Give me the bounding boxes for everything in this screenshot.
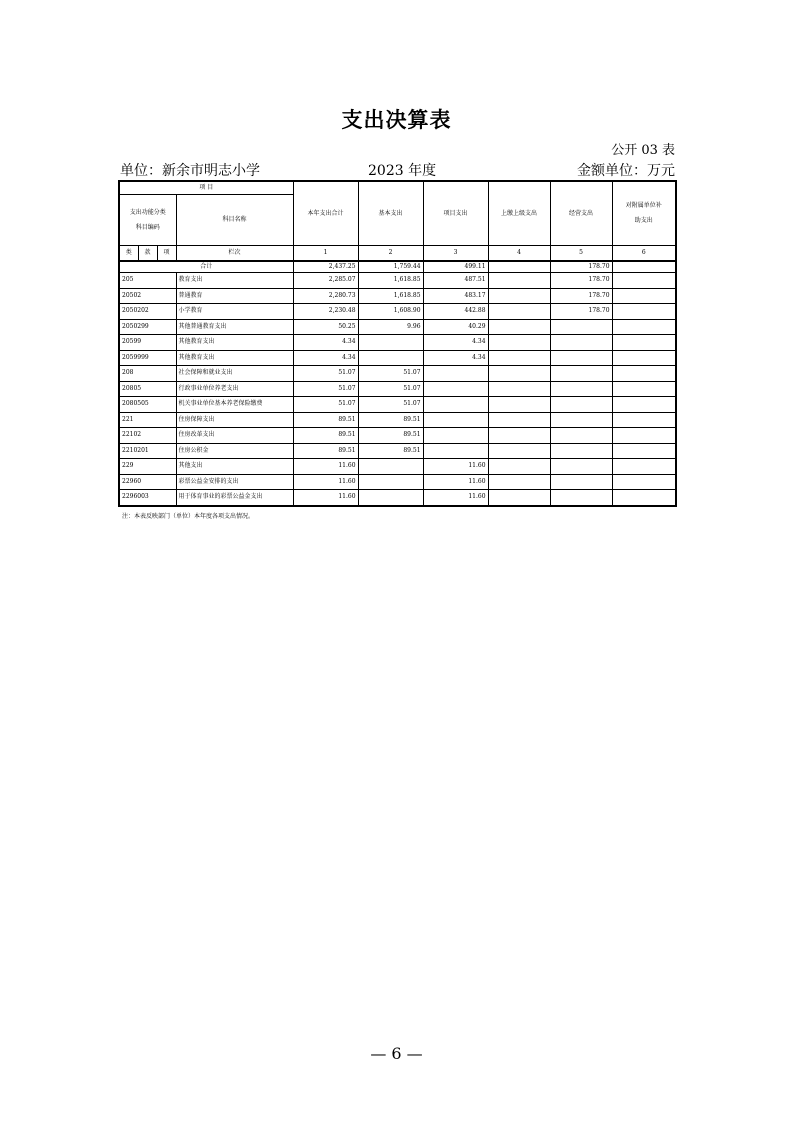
- row-subsidy: [612, 350, 676, 366]
- row-total: 89.51: [293, 428, 358, 444]
- row-basic: 89.51: [358, 443, 423, 459]
- table-row: [119, 474, 676, 490]
- col-num-2: 2: [358, 246, 423, 262]
- row-operation: [550, 490, 612, 506]
- row-subsidy: [612, 397, 676, 413]
- row-upper: [488, 335, 550, 351]
- row-total: 89.51: [293, 443, 358, 459]
- row-code: 2080505: [119, 397, 176, 413]
- table-row: [119, 459, 676, 475]
- row-name: 住房公积金: [176, 443, 293, 459]
- row-basic: [358, 459, 423, 475]
- row-total: 51.07: [293, 366, 358, 382]
- row-upper: [488, 350, 550, 366]
- col-num-6: 6: [612, 246, 676, 262]
- row-upper: [488, 412, 550, 428]
- row-code: 2059999: [119, 350, 176, 366]
- header-upper: 上缴上级支出: [488, 181, 550, 246]
- header-func-code: [119, 195, 176, 246]
- row-total: 11.60: [293, 459, 358, 475]
- row-name: 社会保障和就业支出: [176, 366, 293, 382]
- table-row: [119, 381, 676, 397]
- row-upper: [488, 397, 550, 413]
- row-name: 机关事业单位基本养老保险缴费: [176, 397, 293, 413]
- row-project: 487.51: [423, 273, 488, 289]
- row-subsidy: [612, 474, 676, 490]
- row-name: 其他教育支出: [176, 335, 293, 351]
- header-total: 本年支出合计: [293, 181, 358, 246]
- row-project: [423, 366, 488, 382]
- row-subsidy: [612, 288, 676, 304]
- row-name: 其他普通教育支出: [176, 319, 293, 335]
- row-basic: [358, 335, 423, 351]
- row-code: 20805: [119, 381, 176, 397]
- row-code: 208: [119, 366, 176, 382]
- row-subsidy: [612, 459, 676, 475]
- row-subsidy: [612, 366, 676, 382]
- row-basic: 51.07: [358, 397, 423, 413]
- row-upper: [488, 288, 550, 304]
- col-num-5: 5: [550, 246, 612, 262]
- row-project: 40.29: [423, 319, 488, 335]
- row-project: 442.88: [423, 304, 488, 320]
- row-subsidy: [612, 319, 676, 335]
- row-code: 205: [119, 273, 176, 289]
- table-row: [119, 412, 676, 428]
- row-upper: [488, 381, 550, 397]
- row-basic: 9.96: [358, 319, 423, 335]
- row-operation: [550, 350, 612, 366]
- header-basic: 基本支出: [358, 181, 423, 246]
- header-xiang: 项: [157, 246, 176, 262]
- row-project: [423, 428, 488, 444]
- table-row: [119, 490, 676, 506]
- row-upper: [488, 443, 550, 459]
- col-num-1: 1: [293, 246, 358, 262]
- header-operation: 经营支出: [550, 181, 612, 246]
- table-row: [119, 443, 676, 459]
- row-basic: 1,618.85: [358, 273, 423, 289]
- row-upper: [488, 366, 550, 382]
- row-subsidy: [612, 335, 676, 351]
- col-num-4: 4: [488, 246, 550, 262]
- row-name: 教育支出: [176, 273, 293, 289]
- header-subsidy-line1: 对附属单位补: [625, 202, 662, 209]
- unit-label: 单位：新余市明志小学: [120, 163, 260, 179]
- row-upper: [488, 428, 550, 444]
- header-kuan: 款: [138, 246, 157, 262]
- row-name: 小学教育: [176, 304, 293, 320]
- row-basic: 89.51: [358, 428, 423, 444]
- row-basic: 51.07: [358, 381, 423, 397]
- row-code: 20502: [119, 288, 176, 304]
- row-basic: 1,608.90: [358, 304, 423, 320]
- row-project: [423, 397, 488, 413]
- row-total: 2,230.48: [293, 304, 358, 320]
- row-project: [423, 381, 488, 397]
- money-unit-label: 金额单位：万元: [577, 163, 675, 179]
- table-row: [119, 428, 676, 444]
- row-operation: [550, 397, 612, 413]
- row-total: 51.07: [293, 397, 358, 413]
- row-subsidy: [612, 490, 676, 506]
- header-lei: 类: [119, 246, 138, 262]
- row-name: 普通教育: [176, 288, 293, 304]
- row-upper: [488, 304, 550, 320]
- row-basic: [358, 350, 423, 366]
- row-upper: [488, 273, 550, 289]
- row-upper: [488, 459, 550, 475]
- row-code: 22960: [119, 474, 176, 490]
- row-code: 20599: [119, 335, 176, 351]
- row-project: [423, 412, 488, 428]
- row-total: 4.34: [293, 335, 358, 351]
- header-subsidy-line2: 助支出: [634, 217, 653, 224]
- summary-upper: [488, 261, 550, 273]
- summary-project: 499.11: [423, 261, 488, 273]
- row-total: 11.60: [293, 490, 358, 506]
- table-row: [119, 335, 676, 351]
- row-operation: 178.70: [550, 273, 612, 289]
- row-project: 4.34: [423, 350, 488, 366]
- row-total: 51.07: [293, 381, 358, 397]
- row-total: 89.51: [293, 412, 358, 428]
- header-column-index: 栏次: [176, 246, 293, 262]
- summary-total: 2,437.25: [293, 261, 358, 273]
- header-subject-name: 科目名称: [176, 195, 293, 246]
- page-title: 支出决算表: [341, 108, 452, 132]
- row-operation: [550, 381, 612, 397]
- row-subsidy: [612, 273, 676, 289]
- header-subsidy: [612, 181, 676, 246]
- table-row: [119, 319, 676, 335]
- row-name: 行政事业单位养老支出: [176, 381, 293, 397]
- year-label: 2023 年度: [368, 163, 437, 179]
- summary-row: [119, 261, 676, 273]
- expenditure-table-body: [118, 260, 677, 507]
- header-project-exp: 项目支出: [423, 181, 488, 246]
- expenditure-table: [118, 180, 677, 262]
- table-row: [119, 397, 676, 413]
- table-row: [119, 304, 676, 320]
- row-code: 2296003: [119, 490, 176, 506]
- summary-operation: 178.70: [550, 261, 612, 273]
- table-row: [119, 273, 676, 289]
- row-upper: [488, 319, 550, 335]
- row-total: 11.60: [293, 474, 358, 490]
- row-name: 住房保障支出: [176, 412, 293, 428]
- row-code: 2210201: [119, 443, 176, 459]
- row-subsidy: [612, 428, 676, 444]
- row-code: 221: [119, 412, 176, 428]
- row-project: 4.34: [423, 335, 488, 351]
- row-project: 483.17: [423, 288, 488, 304]
- row-subsidy: [612, 304, 676, 320]
- row-code: 2050202: [119, 304, 176, 320]
- row-code: 229: [119, 459, 176, 475]
- summary-label: 合计: [119, 261, 293, 273]
- row-basic: 89.51: [358, 412, 423, 428]
- row-basic: [358, 474, 423, 490]
- row-total: 2,285.07: [293, 273, 358, 289]
- summary-basic: 1,759.44: [358, 261, 423, 273]
- row-name: 其他教育支出: [176, 350, 293, 366]
- row-upper: [488, 474, 550, 490]
- row-subsidy: [612, 381, 676, 397]
- row-name: 用于体育事业的彩票公益金支出: [176, 490, 293, 506]
- row-basic: 51.07: [358, 366, 423, 382]
- table-row: [119, 366, 676, 382]
- row-basic: [358, 490, 423, 506]
- header-func-code-line2: 科目编码: [135, 223, 160, 231]
- row-subsidy: [612, 443, 676, 459]
- form-code: 公开 03 表: [611, 143, 675, 158]
- row-operation: [550, 366, 612, 382]
- footnote: 注：本表反映部门（单位）本年度各项支出情况。: [122, 512, 255, 520]
- row-operation: [550, 443, 612, 459]
- row-operation: 178.70: [550, 304, 612, 320]
- row-operation: 178.70: [550, 288, 612, 304]
- row-code: 22102: [119, 428, 176, 444]
- row-operation: [550, 319, 612, 335]
- row-operation: [550, 428, 612, 444]
- row-upper: [488, 490, 550, 506]
- row-project: [423, 443, 488, 459]
- row-name: 彩票公益金安排的支出: [176, 474, 293, 490]
- table-row: [119, 288, 676, 304]
- row-basic: 1,618.85: [358, 288, 423, 304]
- row-name: 其他支出: [176, 459, 293, 475]
- table-row: [119, 350, 676, 366]
- row-project: 11.60: [423, 490, 488, 506]
- row-operation: [550, 459, 612, 475]
- row-project: 11.60: [423, 459, 488, 475]
- row-subsidy: [612, 412, 676, 428]
- row-project: 11.60: [423, 474, 488, 490]
- col-num-3: 3: [423, 246, 488, 262]
- row-total: 2,280.73: [293, 288, 358, 304]
- row-operation: [550, 335, 612, 351]
- row-operation: [550, 412, 612, 428]
- row-total: 4.34: [293, 350, 358, 366]
- row-name: 住房改革支出: [176, 428, 293, 444]
- header-project: 项 目: [119, 181, 293, 195]
- row-operation: [550, 474, 612, 490]
- header-func-code-line1: 支出功能分类: [129, 208, 166, 216]
- page-number: — 6 —: [370, 1044, 423, 1063]
- row-code: 2050299: [119, 319, 176, 335]
- row-total: 50.25: [293, 319, 358, 335]
- summary-subsidy: [612, 261, 676, 273]
